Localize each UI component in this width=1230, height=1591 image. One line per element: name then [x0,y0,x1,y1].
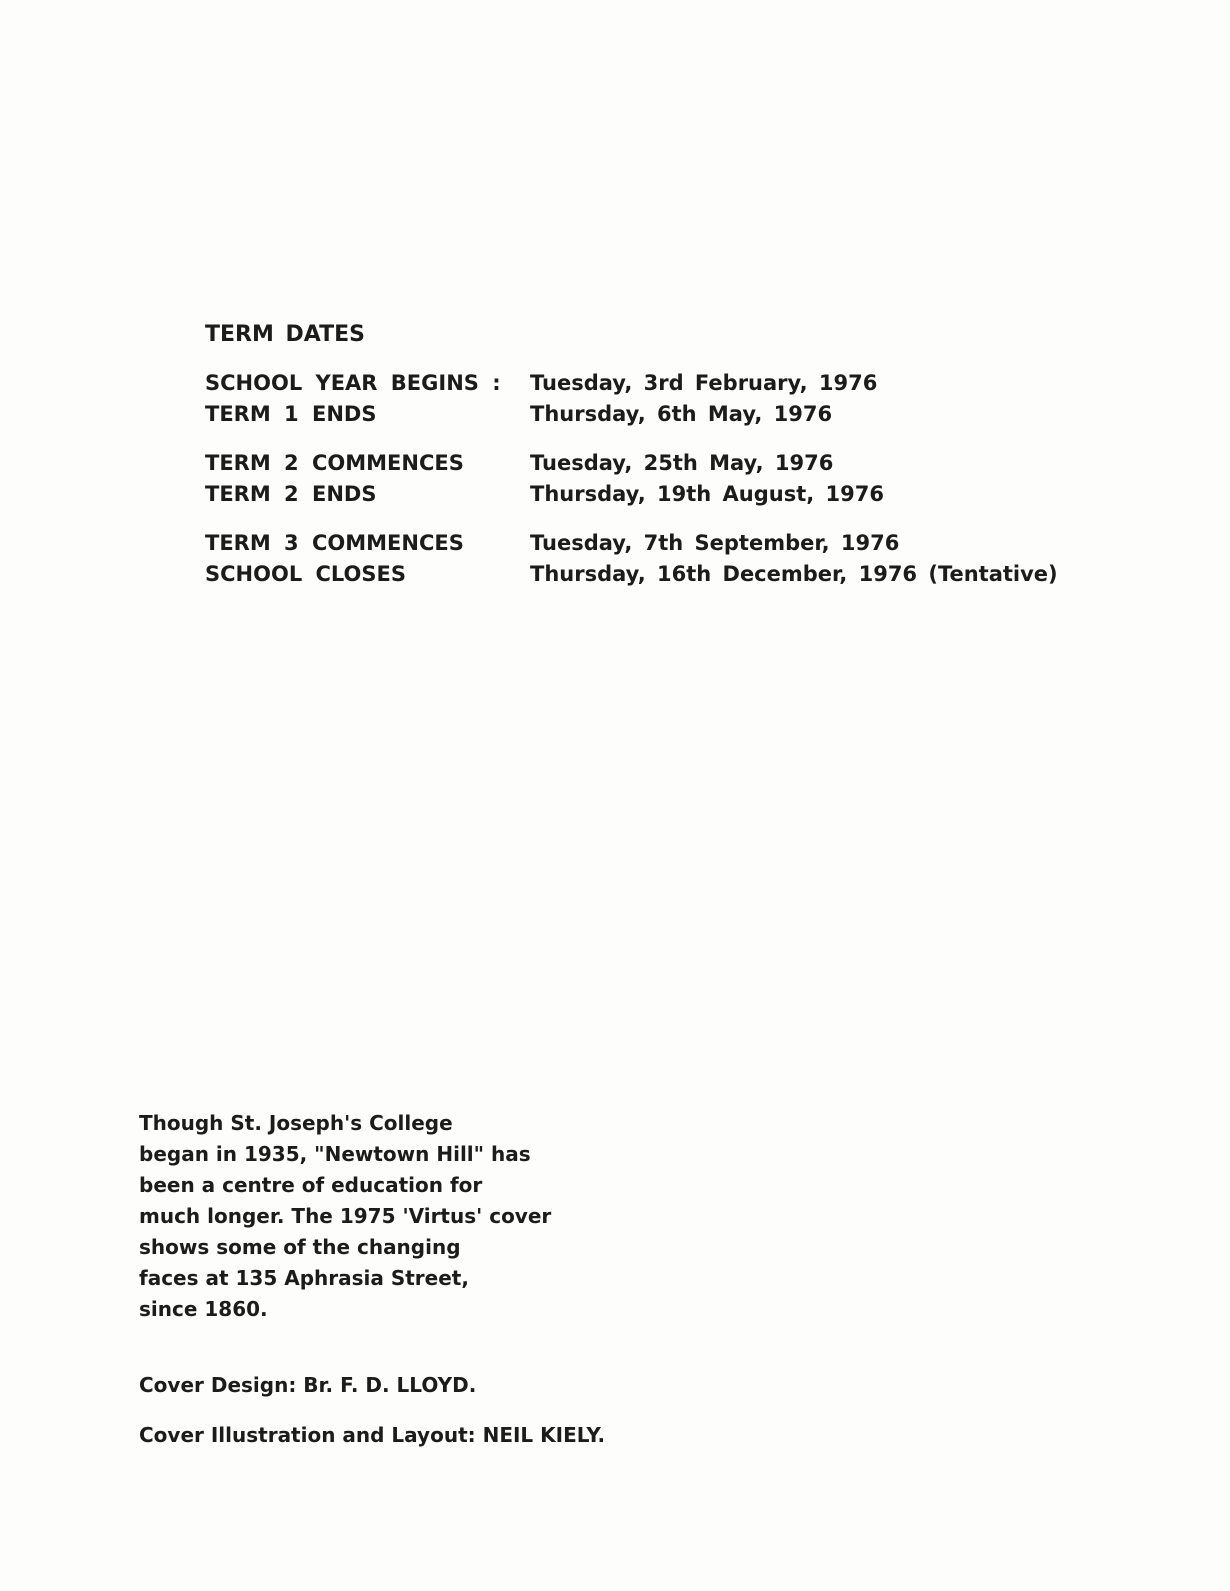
term-row [205,528,1105,559]
term-date: Thursday, 16th December, 1976 (Tentative) [530,562,1058,586]
term-dates-section [205,320,1105,608]
term-row [205,559,1105,590]
term-row [205,399,1105,430]
term-date: Tuesday, 3rd February, 1976 [530,371,878,395]
paragraph-line: Though St. Joseph's College [139,1111,453,1135]
cover-history-paragraph [139,1108,659,1325]
paragraph-line: since 1860. [139,1297,268,1321]
term-group [205,448,1105,510]
paragraph-line: much longer. The 1975 'Virtus' cover [139,1204,552,1228]
paragraph-line: faces at 135 Aphrasia Street, [139,1266,469,1290]
term-label: SCHOOL YEAR BEGINS : [205,371,501,395]
paragraph-line: shows some of the changing [139,1235,461,1259]
term-row [205,368,1105,399]
term-label: SCHOOL CLOSES [205,562,406,586]
term-date: Thursday, 6th May, 1976 [530,402,833,426]
term-date: Tuesday, 7th September, 1976 [530,531,900,555]
term-group [205,368,1105,430]
term-row [205,448,1105,479]
term-date: Tuesday, 25th May, 1976 [530,451,834,475]
term-date: Thursday, 19th August, 1976 [530,482,884,506]
paragraph-line: been a centre of education for [139,1173,483,1197]
cover-design-credit: Cover Design: Br. F. D. LLOYD. [139,1373,477,1397]
paragraph-line: began in 1935, "Newtown Hill" has [139,1142,531,1166]
cover-illustration-credit: Cover Illustration and Layout: NEIL KIELY. [139,1423,606,1447]
term-label: TERM 2 COMMENCES [205,451,464,475]
term-group [205,528,1105,590]
term-label: TERM 2 ENDS [205,482,377,506]
term-label: TERM 1 ENDS [205,402,377,426]
term-row [205,479,1105,510]
term-dates-heading: TERM DATES [205,322,365,347]
term-label: TERM 3 COMMENCES [205,531,464,555]
cover-notes-section [139,1108,659,1450]
